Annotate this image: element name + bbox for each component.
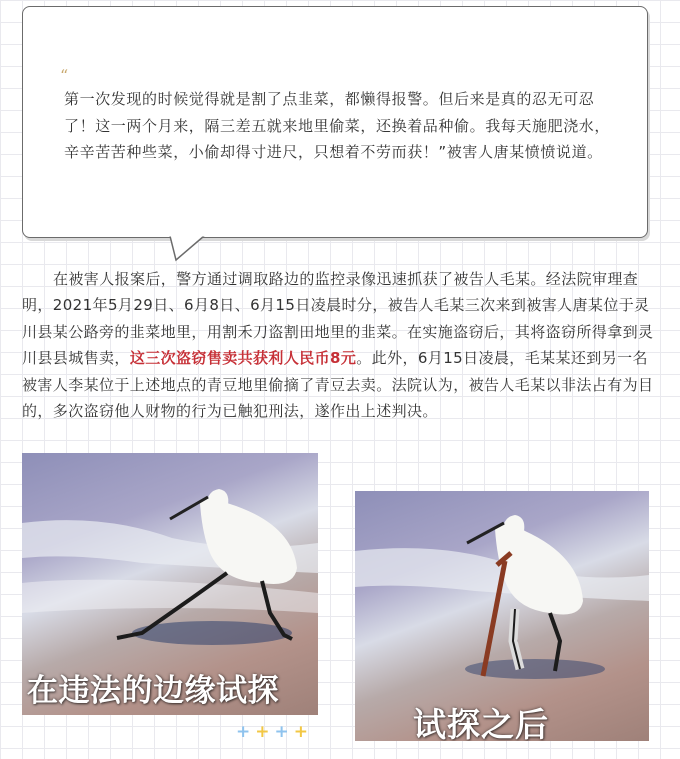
meme-image-left (22, 453, 318, 715)
article-text-before: 在被害人报案后，警方通过调取路边的监控录像迅速抓获了被告人毛某。经法院审理查明，2021年5月29日、6月8日、6月15日凌晨时分，被告人毛某三次来到被害人唐某位于灵川县某公路旁的韭菜地里，用割禾刀盗割田地里的韭菜。在实施盗窃后，其将盗窃所得拿到灵川县县城售卖， (22, 270, 654, 368)
meme-image-right (355, 491, 649, 741)
right-meme-caption: 试探之后 (413, 705, 549, 741)
sparkle-blue-icon: + (236, 722, 256, 742)
left-meme-caption: 在违法的边缘试探 (27, 673, 279, 709)
quote-text: 第一次发现的时候觉得就是割了点韭菜，都懒得报警。但后来是真的忍无可忍了！这一两个月来，隔三差五就来地里偷菜，还换着品种偷。我每天施肥浇水，辛辛苦苦种些菜，小偷却得寸进尺，只想着不劳而获！”被害人唐某愤愤说道。 (64, 90, 611, 161)
bubble-tail-icon (168, 234, 218, 262)
article-text-after: 。此外，6月15日凌晨，毛某某还到另一名被害人李某位于上述地点的青豆地里偷摘了青豆去卖。法院认为，被告人毛某以非法占有为目的，多次盗窃他人财物的行为已触犯刑法，遂作出上述判决。 (22, 349, 654, 421)
sparkle-yellow-icon: + (293, 722, 313, 742)
article-highlight: 这三次盗窃售卖共获利人民币8元 (129, 349, 357, 368)
sparkle-yellow-icon: + (255, 722, 275, 742)
sparkle-decoration (236, 722, 326, 742)
open-quote-mark: “ (60, 66, 69, 85)
sparkle-blue-icon: + (274, 722, 294, 742)
article-paragraph (22, 266, 656, 424)
